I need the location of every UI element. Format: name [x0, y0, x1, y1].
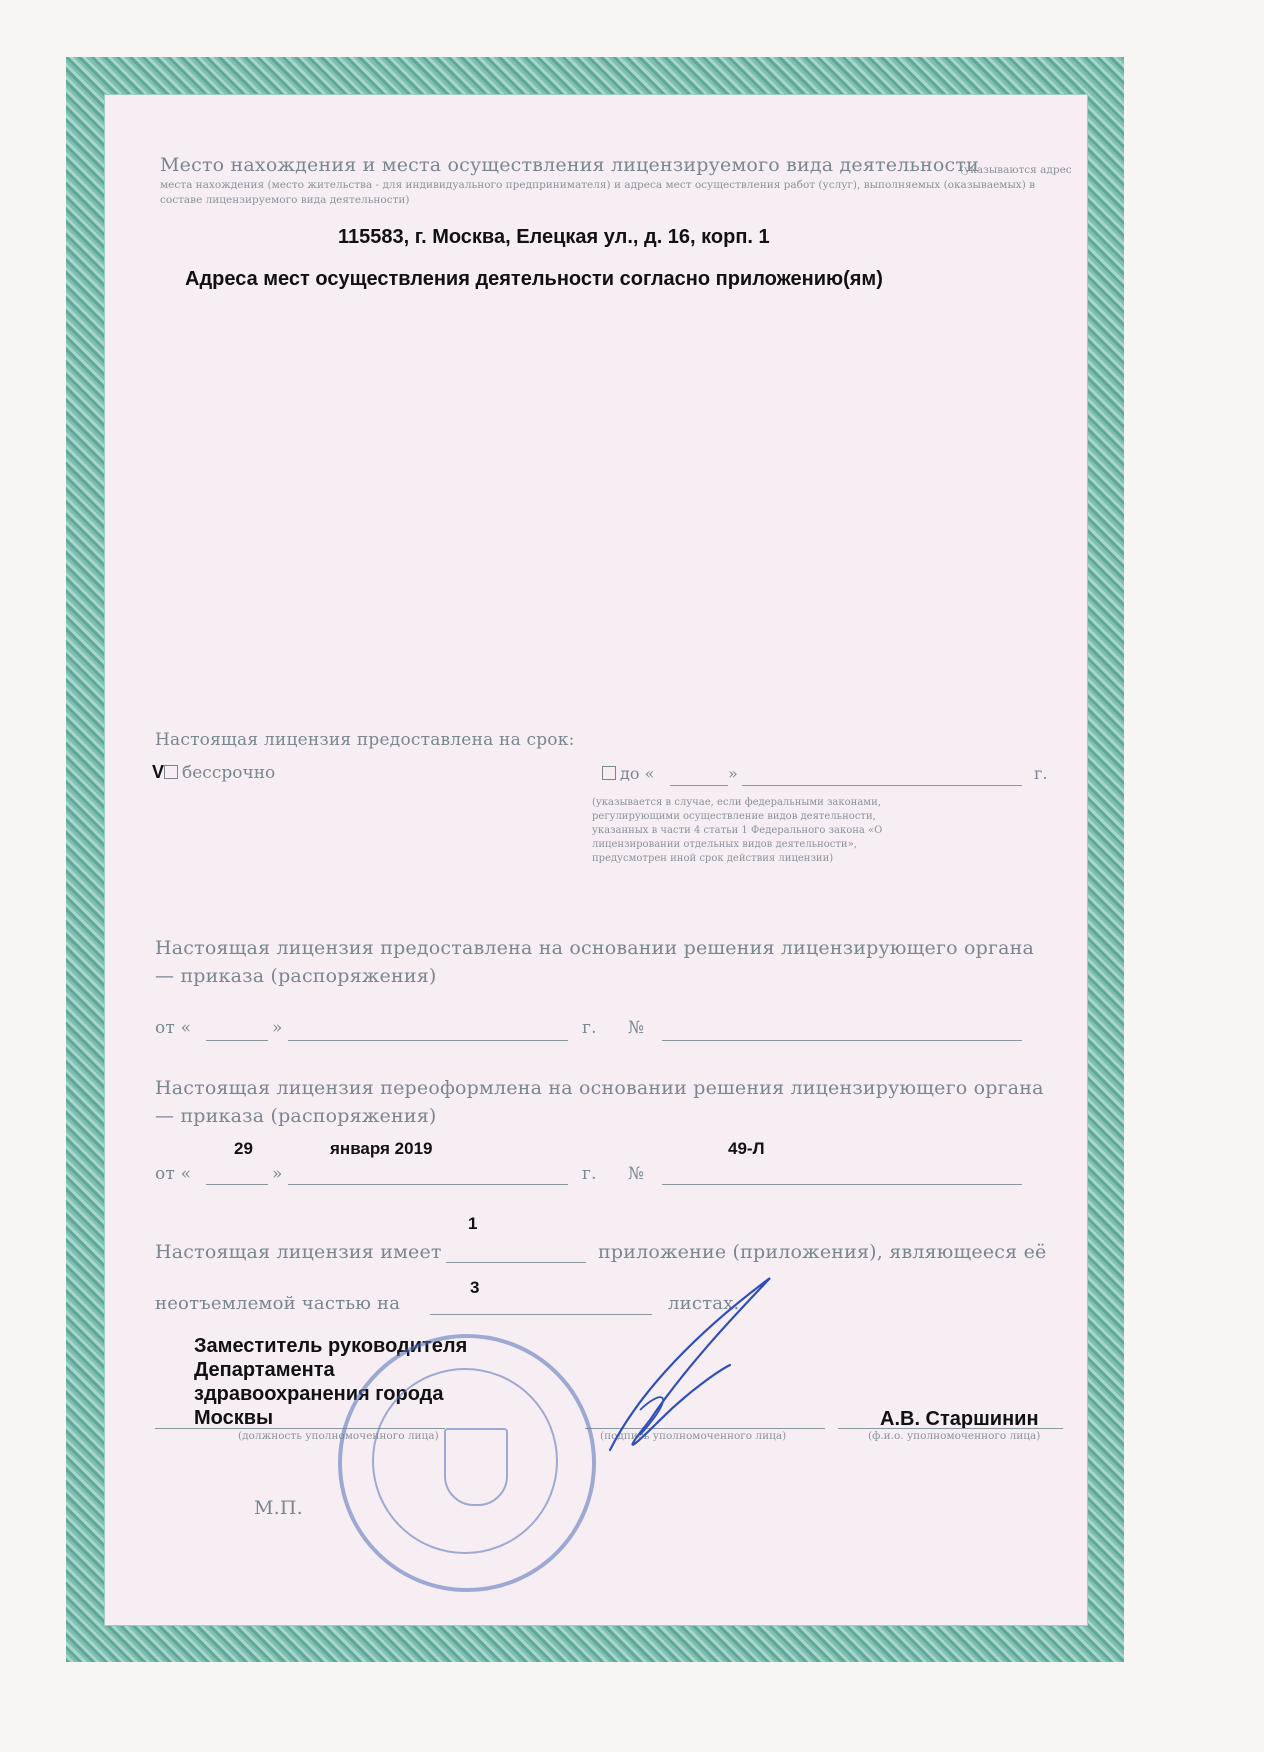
until-option: [602, 764, 654, 783]
reissued-day-line: [206, 1184, 268, 1185]
seal-inner-ring: [372, 1368, 558, 1554]
reissued-from-mid: »: [272, 1164, 283, 1184]
official-seal: [338, 1334, 596, 1592]
indefinite-label: бессрочно: [182, 763, 276, 783]
granted-text-1: Настоящая лицензия предоставлена на основании решения лицензирующего органа: [155, 937, 1035, 959]
term-label: Настоящая лицензия предоставлена на срок:: [155, 730, 575, 750]
appendix-count-line: [446, 1262, 586, 1263]
until-prefix: до «: [620, 764, 655, 783]
until-day-line: [670, 785, 728, 786]
until-date-line: [742, 785, 1022, 786]
granted-day-line: [206, 1040, 268, 1041]
activity-addresses: Адреса мест осуществления деятельности согласно приложению(ям): [185, 268, 883, 290]
term-note: (указывается в случае, если федеральными законами, регулирующими осуществление видов деятельности, указанных в части 4 статьи 1 Федерального закона «О лицензировании отдельных видов деятельности», предусмотрен иной срок действия лицензии): [592, 797, 883, 864]
appendix-text-2a: неотъемлемой частью на: [155, 1293, 401, 1314]
handwritten-signature: [580, 1270, 800, 1470]
appendix-text-1a: Настоящая лицензия имеет: [155, 1241, 442, 1263]
appendix-text-2b: листах.: [668, 1293, 740, 1314]
signer-position-line: здравоохранения города: [194, 1383, 444, 1405]
main-address: 115583, г. Москва, Елецкая ул., д. 16, корп. 1: [338, 226, 770, 248]
until-checkbox: [602, 766, 616, 780]
granted-number-sign: №: [628, 1018, 645, 1038]
position-caption: (должность уполномоченного лица): [238, 1430, 439, 1442]
reissued-number-sign: №: [628, 1164, 645, 1184]
appendix-text-1b: приложение (приложения), являющееся её: [598, 1241, 1047, 1263]
granted-from-mid: »: [272, 1018, 283, 1038]
indefinite-checkbox: [164, 765, 178, 779]
appendix-sheets: 3: [470, 1278, 480, 1297]
granted-year: г.: [582, 1018, 597, 1038]
reissued-text-2: — приказа (распоряжения): [155, 1105, 437, 1127]
signature-caption: (подпись уполномоченного лица): [600, 1430, 787, 1442]
reissued-from: от «: [155, 1164, 192, 1184]
seal-place-label: М.П.: [254, 1497, 303, 1519]
reissued-day: 29: [234, 1139, 253, 1158]
granted-text-2: — приказа (распоряжения): [155, 965, 437, 987]
granted-month-line: [288, 1040, 568, 1041]
granted-from: от «: [155, 1018, 192, 1038]
reissued-number-line: [662, 1184, 1022, 1185]
reissued-text-1: Настоящая лицензия переоформлена на основании решения лицензирующего органа: [155, 1077, 1044, 1099]
signer-position-line: Москвы: [194, 1407, 274, 1429]
moscow-coat-of-arms-icon: [444, 1428, 508, 1506]
reissued-order-number: 49-Л: [728, 1139, 765, 1158]
reissued-month-year: января 2019: [330, 1139, 433, 1158]
signer-position-line: Департамента: [194, 1359, 335, 1381]
granted-number-line: [662, 1040, 1022, 1041]
check-mark: V: [152, 762, 165, 782]
appendix-count: 1: [468, 1214, 478, 1233]
reissued-month-line: [288, 1184, 568, 1185]
name-caption: (ф.и.о. уполномоченного лица): [868, 1430, 1041, 1442]
location-note: (указываются адрес места нахождения (место жительства - для индивидуального предпринимателя) и адреса мест осуществления работ (услуг), выполняемых (оказываемых) в составе лицензируемого вида деятельности): [160, 164, 1072, 206]
indefinite-option: [152, 762, 275, 783]
location-heading: Место нахождения и места осуществления лицензируемого вида деятельности: [160, 154, 979, 176]
signer-position-line: Заместитель руководителя: [194, 1335, 468, 1357]
until-mid: »: [728, 764, 738, 783]
signer-name: А.В. Старшинин: [880, 1408, 1039, 1430]
reissued-year: г.: [582, 1164, 597, 1184]
until-year-suffix: г.: [1034, 764, 1048, 783]
